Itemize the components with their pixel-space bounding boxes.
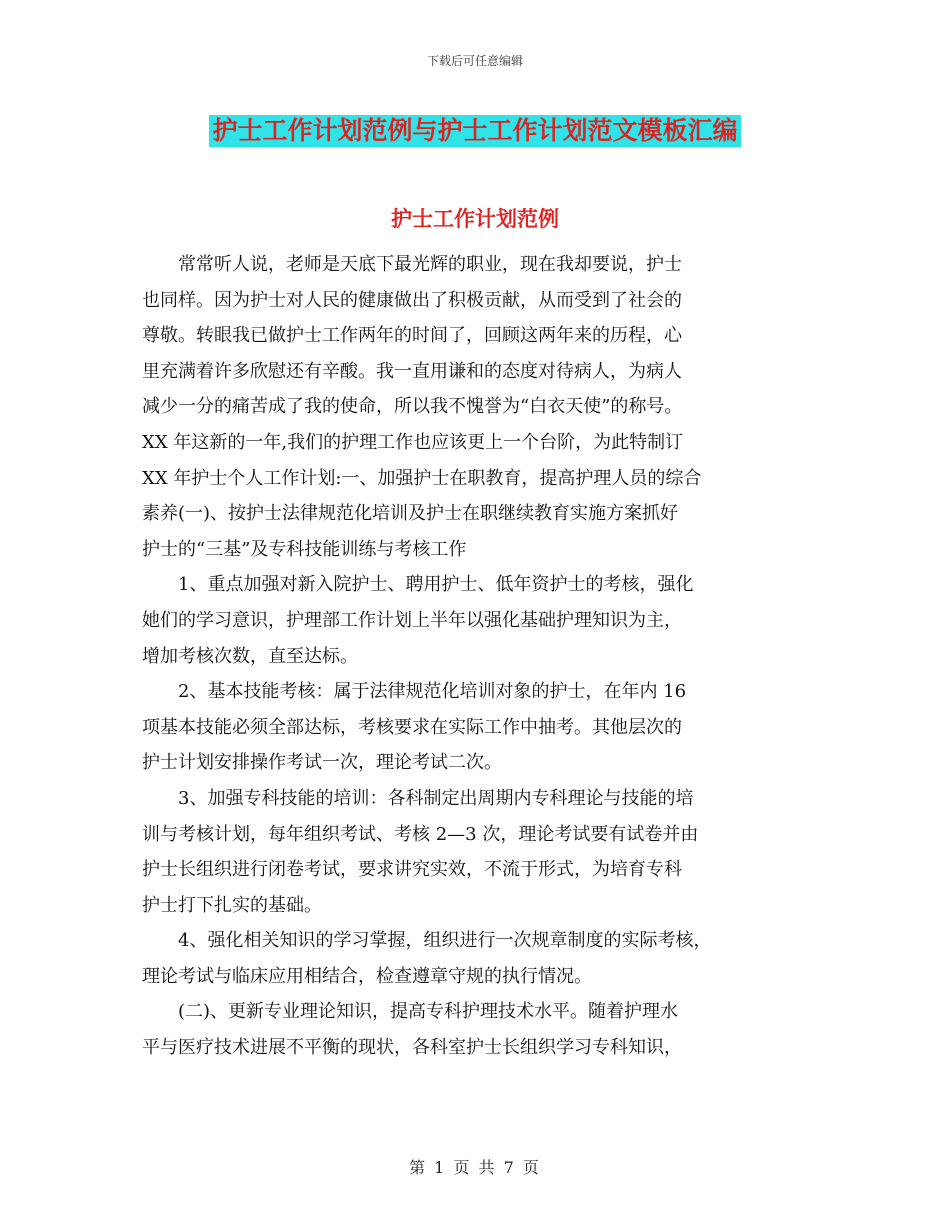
text-line: 护士打下扎实的基础。 (142, 894, 322, 916)
text-line: 也同样。因为护士对人民的健康做出了积极贡献，从而受到了社会的 (142, 289, 682, 311)
text-line: (二)、更新专业理论知识，提高专科护理技术水平。随着护理水 (142, 1001, 679, 1023)
text-line: 护士的“三基”及专科技能训练与考核工作 (142, 538, 467, 560)
text-line: 4、强化相关知识的学习掌握，组织进行一次规章制度的实际考核， (142, 930, 712, 952)
text-line: 1、重点加强对新入院护士、聘用护士、低年资护士的考核，强化 (142, 574, 694, 596)
title-container (0, 115, 950, 147)
text-line: 平与医疗技术进展不平衡的现状，各科室护士长组织学习专科知识， (142, 1037, 682, 1059)
text-line: 她们的学习意识，护理部工作计划上半年以强化基础护理知识为主， (142, 609, 682, 631)
text-line: 增加考核次数，直至达标。 (142, 645, 358, 667)
text-line: 项基本技能必须全部达标，考核要求在实际工作中抽考。其他层次的 (142, 716, 682, 738)
body-text (142, 247, 812, 1066)
text-line: 护士长组织进行闭卷考试，要求讲究实效，不流于形式，为培育专科 (142, 859, 682, 881)
text-line: 3、加强专科技能的培训：各科制定出周期内专科理论与技能的培 (142, 787, 694, 809)
text-line: 护士计划安排操作考试一次，理论考试二次。 (142, 752, 502, 774)
page-footer: 第 1 页 共 7 页 (409, 1158, 541, 1177)
text-line: XX 年这新的一年,我们的护理工作也应该更上一个台阶，为此特制订 (142, 431, 684, 453)
text-line: XX 年护士个人工作计划:一、加强护士在职教育，提高护理人员的综合 (142, 467, 702, 489)
text-line: 里充满着许多欣慰还有辛酸。我一直用谦和的态度对待病人，为病人 (142, 360, 682, 382)
section-title: 护士工作计划范例 (391, 207, 559, 231)
text-line: 理论考试与临床应用相结合，检查遵章守规的执行情况。 (142, 965, 592, 987)
text-line: 素养(一)、按护士法律规范化培训及护士在职继续教育实施方案抓好 (142, 503, 679, 525)
text-line: 减少一分的痛苦成了我的使命，所以我不愧誉为“白衣天使”的称号。 (142, 396, 683, 418)
text-line: 2、基本技能考核：属于法律规范化培训对象的护士，在年内 16 (142, 681, 687, 703)
text-line: 尊敬。转眼我已做护士工作两年的时间了，回顾这两年来的历程，心 (142, 325, 682, 347)
header-note: 下载后可任意编辑 (426, 54, 523, 68)
document-title: 护士工作计划范例与护士工作计划范文模板汇编 (209, 115, 740, 147)
text-line: 训与考核计划，每年组织考试、考核 2—3 次，理论考试要有试卷并由 (142, 823, 699, 845)
text-line: 常常听人说，老师是天底下最光辉的职业，现在我却要说，护士 (142, 254, 682, 275)
